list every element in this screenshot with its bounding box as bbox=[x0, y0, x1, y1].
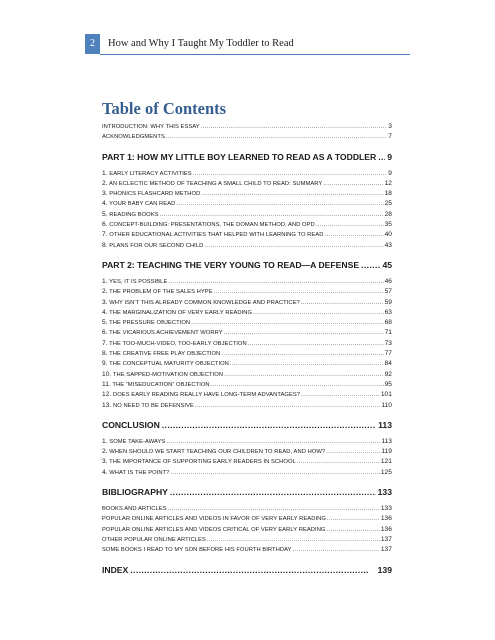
toc-entry-page: 113 bbox=[381, 437, 392, 445]
dot-leader bbox=[191, 318, 383, 328]
dot-leader bbox=[224, 370, 383, 380]
toc-part-heading[interactable] bbox=[102, 564, 392, 576]
toc-entry-title: WHY ISN'T THIS ALREADY COMMON KNOWLEDGE AND PRACTICE? bbox=[109, 299, 300, 306]
toc-entry[interactable] bbox=[102, 277, 392, 287]
dot-leader bbox=[327, 514, 380, 524]
toc-entry[interactable] bbox=[102, 169, 392, 179]
conclusion-entries bbox=[102, 437, 392, 478]
toc-entry-page: 137 bbox=[380, 546, 392, 554]
toc-entry-title: POPULAR ONLINE ARTICLES AND VIDEOS IN FAVOR OF VERY EARLY READING bbox=[102, 516, 326, 523]
toc-entry[interactable] bbox=[102, 230, 392, 240]
toc-entry[interactable] bbox=[102, 349, 392, 359]
toc-entry[interactable] bbox=[102, 328, 392, 338]
dot-leader bbox=[166, 132, 387, 142]
entry-number: 11. bbox=[102, 380, 111, 388]
entry-number: 13. bbox=[102, 401, 112, 409]
toc-entry[interactable] bbox=[102, 220, 392, 230]
toc-entry-title: PLANS FOR OUR SECOND CHILD bbox=[109, 242, 204, 249]
entry-number: 2. bbox=[102, 179, 108, 187]
part-title: PART 2: TEACHING THE VERY YOUNG TO READ—A DEFENSE bbox=[102, 259, 360, 270]
part1-entries bbox=[102, 169, 392, 251]
toc-entry[interactable] bbox=[102, 370, 392, 380]
dot-leader bbox=[361, 259, 380, 271]
toc-entry-title: YOUR BABY CAN READ bbox=[109, 201, 176, 208]
toc-entry-title: SOME TAKE-AWAYS bbox=[109, 438, 166, 445]
toc-entry[interactable] bbox=[102, 210, 392, 220]
toc-entry-page: 121 bbox=[380, 458, 392, 466]
toc-entry-title: DOES EARLY READING REALLY HAVE LONG-TERM ADVANTAGES? bbox=[113, 392, 301, 399]
dot-leader bbox=[224, 328, 384, 338]
toc-entry-title: NO NEED TO BE DEFENSIVE bbox=[113, 402, 194, 409]
toc-entry[interactable] bbox=[102, 468, 392, 478]
dot-leader bbox=[170, 468, 379, 478]
front-matter bbox=[102, 122, 392, 143]
toc-entry-title: THE CONCEPTUAL MATURITY OBJECTION bbox=[109, 361, 229, 368]
entry-number: 6. bbox=[102, 221, 108, 229]
toc-entry-page: 68 bbox=[384, 319, 392, 327]
toc-entry-page: 40 bbox=[384, 231, 392, 239]
dot-leader bbox=[207, 535, 380, 545]
dot-leader bbox=[230, 359, 384, 369]
toc-entry[interactable] bbox=[102, 504, 392, 514]
entry-number: 1. bbox=[102, 437, 108, 445]
dot-leader bbox=[221, 349, 383, 359]
toc-entry[interactable] bbox=[102, 390, 392, 400]
running-title: How and Why I Taught My Toddler to Read bbox=[108, 38, 294, 49]
dot-leader bbox=[324, 230, 383, 240]
dot-leader bbox=[316, 220, 384, 230]
dot-leader bbox=[253, 308, 383, 318]
dot-leader bbox=[130, 564, 375, 576]
toc-entry-title: YES, IT IS POSSIBLE bbox=[109, 278, 168, 285]
toc-entry-title: WHAT IS THE POINT? bbox=[109, 469, 170, 476]
page-number: 2 bbox=[85, 34, 100, 54]
dot-leader bbox=[170, 486, 376, 498]
toc-entry[interactable] bbox=[102, 401, 392, 411]
entry-number: 9. bbox=[102, 360, 108, 368]
part-page: 113 bbox=[378, 419, 392, 430]
toc-entry-title: READING BOOKS bbox=[109, 211, 159, 218]
toc-entry-page: 84 bbox=[384, 360, 392, 368]
entry-number: 7. bbox=[102, 231, 108, 239]
dot-leader bbox=[323, 179, 383, 189]
toc-entry-title: THE TOO-MUCH-VIDEO, TOO-EARLY OBJECTION bbox=[109, 340, 247, 347]
toc-entry-title: THE VICARIOUS ACHIEVEMENT WORRY bbox=[109, 330, 223, 337]
entry-number: 2. bbox=[102, 448, 108, 456]
dot-leader bbox=[204, 241, 383, 251]
entry-number: 4. bbox=[102, 308, 108, 316]
toc-entry-title: OTHER POPULAR ONLINE ARTICLES bbox=[102, 536, 206, 543]
toc-entry-title: THE PRESSURE OBJECTION bbox=[109, 320, 191, 327]
toc-entry-title: BOOKS AND ARTICLES bbox=[102, 506, 167, 513]
dot-leader bbox=[168, 504, 380, 514]
toc-entry[interactable] bbox=[102, 132, 392, 142]
entry-number: 2. bbox=[102, 288, 108, 296]
dot-leader bbox=[211, 380, 384, 390]
toc-entry[interactable] bbox=[102, 437, 392, 447]
toc-entry-page: 43 bbox=[384, 241, 392, 249]
entry-number: 6. bbox=[102, 329, 108, 337]
toc-entry-page: 77 bbox=[384, 350, 392, 358]
dot-leader bbox=[378, 151, 385, 163]
toc-entry[interactable] bbox=[102, 457, 392, 467]
toc-entry-title: EARLY LITERACY ACTIVITIES bbox=[109, 170, 192, 177]
entry-number: 10. bbox=[102, 370, 112, 378]
toc-entry-page: 137 bbox=[380, 535, 392, 543]
entry-number: 8. bbox=[102, 241, 108, 249]
entry-number: 5. bbox=[102, 319, 108, 327]
entry-number: 1. bbox=[102, 169, 108, 177]
entry-number: 4. bbox=[102, 200, 108, 208]
toc-entry-title: WHEN SHOULD WE START TEACHING OUR CHILDREN TO READ, AND HOW? bbox=[109, 449, 326, 456]
toc-entry-page: 18 bbox=[384, 190, 392, 198]
toc-entry-page: 59 bbox=[384, 298, 392, 306]
toc-entry-page: 57 bbox=[384, 288, 392, 296]
part-page: 139 bbox=[377, 564, 392, 575]
toc-entry-page: 7 bbox=[388, 133, 392, 141]
toc-entry-title: OTHER EDUCATIONAL ACTIVITIES THAT HELPED WITH LEARNING TO READ bbox=[109, 232, 324, 239]
toc-entry[interactable] bbox=[102, 447, 392, 457]
toc-entry[interactable] bbox=[102, 179, 392, 189]
toc-title: Table of Contents bbox=[102, 99, 227, 118]
toc-entry[interactable] bbox=[102, 514, 392, 524]
dot-leader bbox=[176, 199, 383, 209]
toc-entry-page: 25 bbox=[384, 200, 392, 208]
toc-entry-page: 35 bbox=[384, 221, 392, 229]
toc-entry-page: 110 bbox=[381, 401, 392, 409]
toc-entry[interactable] bbox=[102, 339, 392, 349]
dot-leader bbox=[293, 545, 380, 555]
dot-leader bbox=[166, 437, 380, 447]
toc-entry-page: 95 bbox=[384, 380, 392, 388]
toc-entry-page: 136 bbox=[380, 525, 392, 533]
dot-leader bbox=[168, 277, 383, 287]
toc-entry-page: 119 bbox=[381, 448, 392, 456]
toc-part-heading[interactable] bbox=[102, 486, 392, 498]
toc-entry[interactable] bbox=[102, 359, 392, 369]
toc-entry-title: THE SAPPED-MOTIVATION OBJECTION bbox=[112, 371, 224, 378]
toc-entry-page: 28 bbox=[384, 210, 392, 218]
toc-part-heading[interactable] bbox=[102, 151, 392, 163]
toc-entry-title: SOME BOOKS I READ TO MY SON BEFORE HIS FOURTH BIRTHDAY bbox=[102, 547, 292, 554]
entry-number: 7. bbox=[102, 339, 108, 347]
toc-entry-title: ACKNOWLEDGMENTS bbox=[102, 134, 165, 141]
dot-leader bbox=[193, 169, 388, 179]
toc-entry-title: AN ECLECTIC METHOD OF TEACHING A SMALL CHILD TO READ: SUMMARY bbox=[108, 180, 323, 187]
part-title: CONCLUSION bbox=[102, 419, 160, 430]
part-title: PART 1: HOW MY LITTLE BOY LEARNED TO READ AS A TODDLER bbox=[102, 151, 377, 162]
toc-entry-page: 73 bbox=[384, 339, 392, 347]
toc-entry-title: THE IMPORTANCE OF SUPPORTING EARLY READERS IN SCHOOL bbox=[109, 459, 296, 466]
toc-entry-page: 136 bbox=[380, 515, 392, 523]
toc-entry-page: 101 bbox=[380, 391, 392, 399]
toc-entry[interactable] bbox=[102, 298, 392, 308]
entry-number: 8. bbox=[102, 350, 108, 358]
toc-entry-title: POPULAR ONLINE ARTICLES AND VIDEOS CRITICAL OF VERY EARLY READING bbox=[102, 526, 326, 533]
toc-entry-page: 12 bbox=[384, 179, 392, 187]
part-page: 9 bbox=[387, 151, 392, 162]
bibliography-entries bbox=[102, 504, 392, 555]
table-of-contents bbox=[102, 100, 392, 582]
dot-leader bbox=[248, 339, 384, 349]
toc-entry-title: CONCEPT-BUILDING: PRESENTATIONS, THE DOMAN METHOD, AND OPD bbox=[109, 222, 315, 229]
toc-entry[interactable] bbox=[102, 122, 392, 132]
toc-entry-title: THE MARGINALIZATION OF VERY EARLY READING bbox=[109, 309, 253, 316]
toc-part-heading[interactable] bbox=[102, 259, 392, 271]
entry-number: 3. bbox=[102, 298, 108, 306]
toc-entry-title: THE PROBLEM OF THE SALES HYPE bbox=[109, 289, 213, 296]
dot-leader bbox=[201, 189, 383, 199]
page-header bbox=[0, 34, 495, 54]
toc-entry-page: 46 bbox=[384, 277, 392, 285]
entry-number: 12. bbox=[102, 391, 112, 399]
toc-entry[interactable] bbox=[102, 318, 392, 328]
part-title: INDEX bbox=[102, 564, 129, 575]
toc-entry[interactable] bbox=[102, 189, 392, 199]
part-page: 133 bbox=[377, 487, 392, 498]
toc-entry[interactable] bbox=[102, 199, 392, 209]
entry-number: 3. bbox=[102, 190, 108, 198]
toc-entry[interactable] bbox=[102, 287, 392, 297]
toc-entry-page: 92 bbox=[384, 370, 392, 378]
toc-entry[interactable] bbox=[102, 241, 392, 251]
toc-entry-title: THE “MISEDUCATION” OBJECTION bbox=[112, 381, 210, 388]
toc-entry-title: PHONICS FLASHCARD METHOD bbox=[109, 191, 201, 198]
toc-entry-title: THE CREATIVE FREE PLAY OBJECTION bbox=[109, 351, 221, 358]
dot-leader bbox=[327, 525, 380, 535]
dot-leader bbox=[301, 390, 380, 400]
toc-entry[interactable] bbox=[102, 535, 392, 545]
toc-entry-page: 3 bbox=[388, 123, 392, 130]
toc-part-heading[interactable] bbox=[102, 419, 392, 431]
part-title: BIBLIOGRAPHY bbox=[102, 487, 168, 498]
toc-entry[interactable] bbox=[102, 380, 392, 390]
entry-number: 5. bbox=[102, 210, 108, 218]
toc-entry[interactable] bbox=[102, 525, 392, 535]
toc-entry-page: 63 bbox=[384, 308, 392, 316]
part2-entries bbox=[102, 277, 392, 411]
toc-entry-page: 71 bbox=[384, 329, 392, 337]
dot-leader bbox=[162, 419, 376, 431]
dot-leader bbox=[301, 298, 384, 308]
dot-leader bbox=[195, 401, 381, 411]
toc-entry[interactable] bbox=[102, 545, 392, 555]
toc-entry-page: 9 bbox=[388, 169, 392, 177]
toc-entry[interactable] bbox=[102, 308, 392, 318]
toc-entry-page: 133 bbox=[380, 505, 392, 513]
dot-leader bbox=[160, 210, 384, 220]
toc-entry-page: 125 bbox=[380, 468, 392, 476]
dot-leader bbox=[326, 447, 380, 457]
toc-entry-title: INTRODUCTION: WHY THIS ESSAY bbox=[102, 124, 200, 130]
header-rule bbox=[100, 54, 410, 55]
entry-number: 3. bbox=[102, 458, 108, 466]
dot-leader bbox=[214, 287, 384, 297]
entry-number: 4. bbox=[102, 468, 108, 476]
entry-number: 1. bbox=[102, 277, 108, 285]
dot-leader bbox=[201, 122, 388, 132]
part-page: 45 bbox=[382, 259, 392, 270]
dot-leader bbox=[297, 457, 380, 467]
